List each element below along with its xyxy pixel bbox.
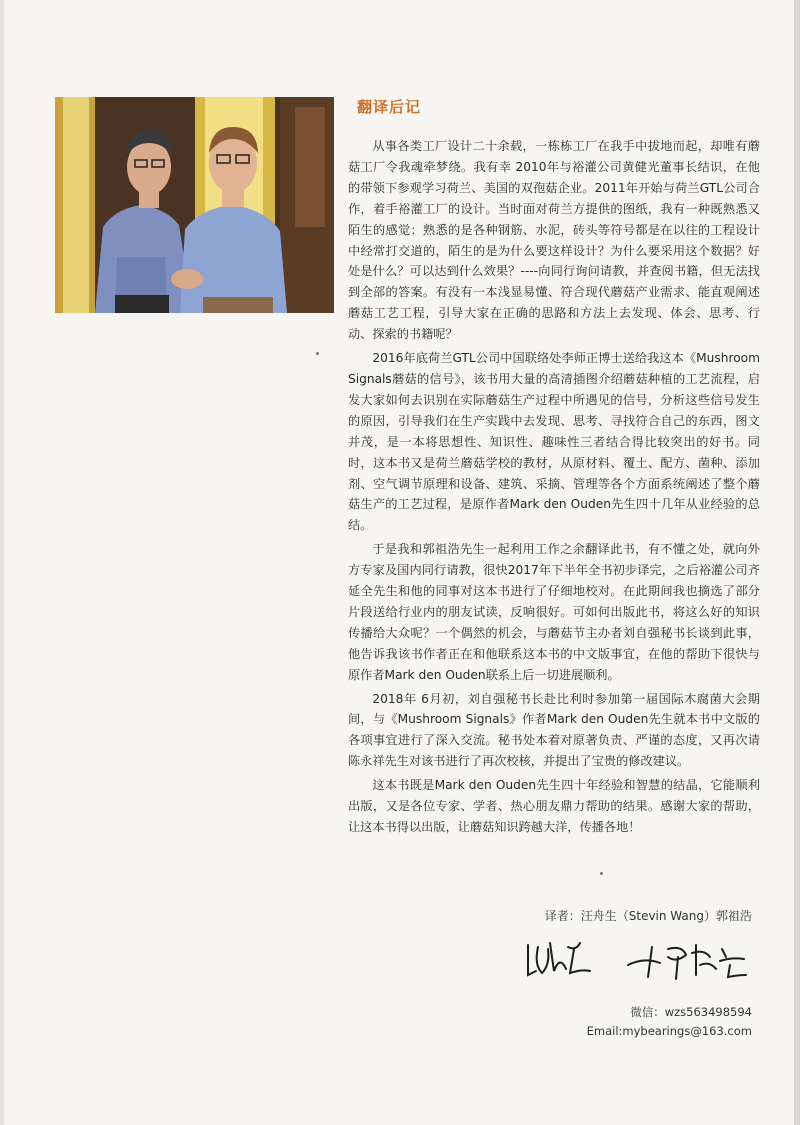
handwritten-signature bbox=[520, 935, 760, 985]
page-edge-right bbox=[794, 0, 800, 1125]
paragraph: 这本书既是Mark den Ouden先生四十年经验和智慧的结晶，它能顺利出版，又是各位专家、学者、热心朋友鼎力帮助的结果。感谢大家的帮助，让这本书得以出版，让蘑菇知识跨越大洋，传播各地！ bbox=[348, 778, 760, 834]
contact-info bbox=[587, 1003, 752, 1041]
page-edge-left bbox=[0, 0, 4, 1125]
email-address: Email:mybearings@163.com bbox=[586, 1024, 752, 1038]
paragraph: 2016年底荷兰GTL公司中国联络处李师正博士送给我这本《Mushroom Signals蘑菇的信号》，该书用大量的高清插图介绍蘑菇种植的工艺流程，启发大家如何去识别在实际蘑菇生产过程中所遇见的信号，分析这些信号发生的原因，引导我们在生产实践中去发现、思考、寻找符合自己的东西，图文并茂，是一本将思想性、知识性、趣味性三者结合得比较突出的好书。同时，这本书又是荷兰蘑菇学校的教材，从原材料、覆土、配方、菌种、添加剂、空气调节原理和设备、建筑、采摘、管理等各个方面系统阐述了整个蘑菇生产的工艺过程，是原作者Mark den Ouden先生四十几年从业经验的总结。 bbox=[348, 351, 760, 533]
paragraph: 从事各类工厂设计二十余载，一栋栋工厂在我手中拔地而起，却唯有蘑菇工厂令我魂牵梦绕。我有幸 2010年与裕灌公司黄健光董事长结识，在他的带领下参观学习荷兰、美国的双孢菇企业。2011年开始与荷兰GTL公司合作，着手裕灌工厂的设计。当时面对荷兰方提供的图纸，我有一种既熟悉又陌生的感觉：熟悉的是各种钢筋、水泥，砖头等符号都是在以往的工程设计中经常打交道的，陌生的是为什么要这样设计？为什么要采用这个数据？好处是什么？可以达到什么效果？----向同行询问请教，并查阅书籍，但无法找到全部的答案。有没有一本浅显易懂、符合现代蘑菇产业需求、能直观阐述蘑菇工艺工程，引导大家在正确的思路和方法上去发现、体会、思考、行动、探索的书籍呢？ bbox=[348, 139, 760, 342]
body-text bbox=[348, 136, 760, 841]
translators-credit: 译者：汪舟生（Stevin Wang）郭祖浩 bbox=[544, 909, 752, 923]
paragraph: 2018年 6月初，刘自强秘书长赴比利时参加第一届国际木腐菌大会期间，与《Mushroom Signals》作者Mark den Ouden先生就本书中文版的各项事宜进行了深入交流。秘书处本着对原著负责、严谨的态度，又再次请陈永祥先生对该书进行了再次校核，并提出了宝贵的修改建议。 bbox=[348, 691, 760, 769]
wechat-id: 微信：wzs563498594 bbox=[630, 1005, 752, 1019]
paragraph: 于是我和郭祖浩先生一起利用工作之余翻译此书，有不懂之处，就向外方专家及国内同行请教，很快2017年下半年全书初步译完，之后裕灌公司齐延全先生和他的同事对这本书进行了仔细地校对。在此期间我也摘选了部分片段送给行业内的朋友试读，反响很好。可如何出版此书，将这么好的知识传播给大众呢？一个偶然的机会，与蘑菇节主办者刘自强秘书长谈到此事，他告诉我该书作者正在和他联系这本书的中文版事宜，在他的帮助下很快与原作者Mark den Ouden联系上后一切进展顺利。 bbox=[348, 542, 760, 682]
speck bbox=[316, 352, 319, 355]
page-title: 翻译后记 bbox=[357, 98, 422, 116]
handshake-photo bbox=[55, 97, 334, 313]
speck bbox=[600, 872, 603, 875]
